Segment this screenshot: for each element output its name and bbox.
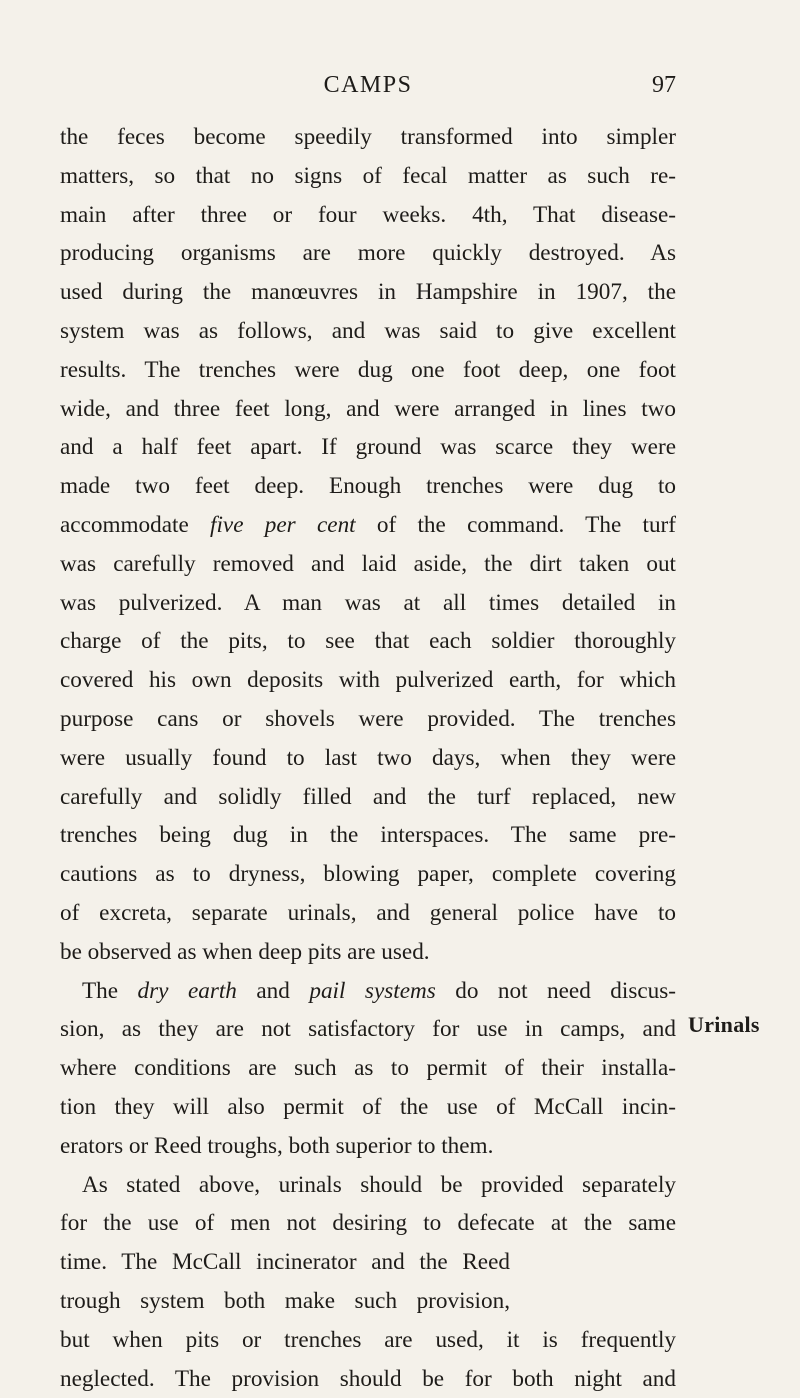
text-line: sion, as they are not satisfactory for use in camps, and <box>60 1010 676 1049</box>
text-line: for the use of men not desiring to defecate at the same <box>60 1204 676 1243</box>
text-line: was carefully removed and laid aside, the dirt taken out <box>60 545 676 584</box>
text-line: cautions as to dryness, blowing paper, complete covering <box>60 855 676 894</box>
text-line: erators or Reed troughs, both superior to them. <box>60 1127 676 1166</box>
text-line: but when pits or trenches are used, it is frequently <box>60 1321 676 1360</box>
page-number: 97 <box>652 72 676 99</box>
text-span: do not need discus- <box>436 978 676 1004</box>
italic-phrase: pail systems <box>309 978 435 1004</box>
text-line: tion they will also permit of the use of McCall incin- <box>60 1088 676 1127</box>
text-line: be observed as when deep pits are used. <box>60 933 676 972</box>
text-line: the feces become speedily transformed into simpler <box>60 118 676 157</box>
italic-phrase: dry earth <box>138 978 237 1004</box>
text-line: neglected. The provision should be for both night and <box>60 1360 676 1398</box>
text-line: producing organisms are more quickly destroyed. As <box>60 234 676 273</box>
text-span: of the command. The turf <box>356 512 676 538</box>
text-line: trough system both make such provision, <box>60 1282 510 1321</box>
text-line: and a half feet apart. If ground was scarce they were <box>60 428 676 467</box>
text-span: accommodate <box>60 512 210 538</box>
text-line: of excreta, separate urinals, and general police have to <box>60 894 676 933</box>
text-line: matters, so that no signs of fecal matter as such re- <box>60 157 676 196</box>
text-line: results. The trenches were dug one foot deep, one foot <box>60 351 676 390</box>
text-line: carefully and solidly filled and the turf replaced, new <box>60 778 676 817</box>
text-line: time. The McCall incinerator and the Reed <box>60 1243 510 1282</box>
text-line: wide, and three feet long, and were arranged in lines two <box>60 390 676 429</box>
text-line <box>60 972 676 1011</box>
text-line: main after three or four weeks. 4th, That disease- <box>60 196 676 235</box>
text-line: were usually found to last two days, when they were <box>60 739 676 778</box>
text-line: made two feet deep. Enough trenches were dug to <box>60 467 676 506</box>
text-line: used during the manœuvres in Hampshire in 1907, the <box>60 273 676 312</box>
running-title: CAMPS <box>60 72 676 99</box>
text-span: and <box>237 978 309 1004</box>
text-line: trenches being dug in the interspaces. The same pre- <box>60 816 676 855</box>
text-line: system was as follows, and was said to give excellent <box>60 312 676 351</box>
text-span: The <box>82 978 138 1004</box>
text-line: charge of the pits, to see that each soldier thoroughly <box>60 622 676 661</box>
text-line <box>60 506 676 545</box>
text-line: As stated above, urinals should be provided separately <box>60 1166 676 1205</box>
text-line: covered his own deposits with pulverized earth, for which <box>60 661 676 700</box>
text-line: was pulverized. A man was at all times detailed in <box>60 584 676 623</box>
running-header <box>60 72 676 102</box>
text-line: purpose cans or shovels were provided. The trenches <box>60 700 676 739</box>
italic-phrase: five per cent <box>210 512 356 538</box>
text-line: where conditions are such as to permit of their installa- <box>60 1049 676 1088</box>
body-text <box>60 118 676 1398</box>
margin-note: Urinals <box>688 1012 760 1038</box>
